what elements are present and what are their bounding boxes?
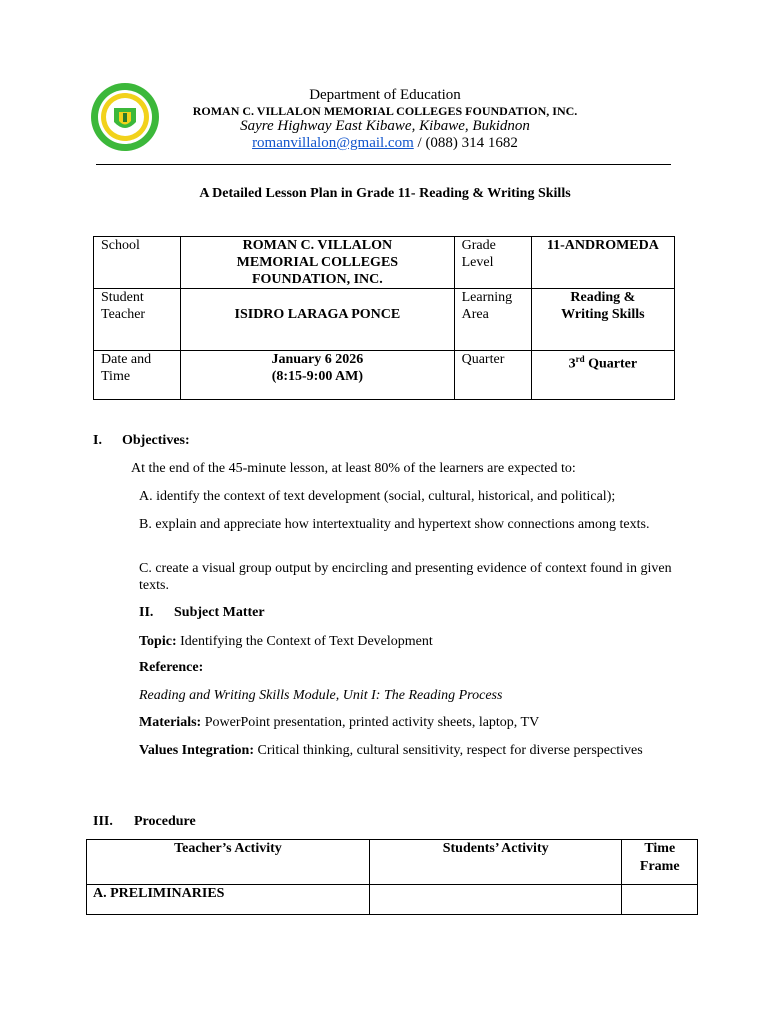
time-frame-header: [622, 840, 698, 885]
date-label-cell: [94, 351, 181, 400]
area-value-line: Writing Skills: [561, 307, 645, 322]
phone-separator: /: [413, 135, 426, 151]
section-title: Objectives:: [122, 433, 190, 448]
column-header-label: Frame: [639, 859, 680, 874]
area-label-cell: [454, 289, 531, 351]
values-label: Values Integration:: [139, 743, 254, 758]
table-row: [94, 289, 675, 351]
section-number: II.: [139, 605, 154, 620]
objective-b: B. explain and appreciate how intertextuality and hypertext show connections among texts.: [139, 517, 650, 532]
contact-line: [100, 135, 670, 152]
area-label-line: Area: [461, 307, 489, 322]
phone-number: (088) 314 1682: [425, 135, 518, 151]
time-value-line: (8:15-9:00 AM): [271, 369, 364, 384]
date-label-line: Date and: [101, 352, 152, 367]
school-label: School: [101, 238, 140, 253]
section-number: III.: [93, 814, 113, 829]
area-value-cell: [531, 289, 674, 351]
lesson-plan-title: A Detailed Lesson Plan in Grade 11- Reading & Writing Skills: [199, 186, 571, 201]
table-header-row: [87, 840, 698, 885]
school-value-cell: [181, 237, 454, 289]
table-row: [94, 351, 675, 400]
grade-value: 11-ANDROMEDA: [546, 238, 659, 253]
teacher-label-line: Student: [101, 290, 144, 305]
section-title: Procedure: [134, 814, 196, 829]
date-value-line: January 6 2026: [271, 352, 364, 367]
school-value-line: MEMORIAL COLLEGES: [236, 255, 399, 270]
values-value: Critical thinking, cultural sensitivity, respect for diverse perspectives: [254, 743, 643, 758]
table-row: [87, 885, 698, 915]
quarter-value-cell: [531, 351, 674, 400]
topic-value: Identifying the Context of Text Development: [176, 634, 433, 649]
section-title: Subject Matter: [174, 605, 265, 620]
grade-label-line: Level: [461, 255, 494, 270]
quarter-label-cell: [454, 351, 531, 400]
table-row: [94, 237, 675, 289]
objectives-heading: [93, 433, 190, 449]
grade-label-cell: [454, 237, 531, 289]
quarter-word: Quarter: [584, 356, 638, 372]
empty-cell: [369, 885, 622, 915]
date-value-cell: [181, 351, 454, 400]
column-header-label: Students’ Activity: [442, 841, 549, 856]
topic-line: [139, 633, 433, 650]
area-value-line: Reading &: [570, 290, 636, 305]
teacher-activity-header: [87, 840, 370, 885]
teacher-label-line: Teacher: [101, 307, 146, 322]
school-name: ROMAN C. VILLALON MEMORIAL COLLEGES FOUNDATION, INC.: [192, 104, 578, 118]
quarter-number: 3: [568, 356, 576, 372]
procedure-table: [86, 839, 698, 915]
materials-label: Materials:: [139, 715, 202, 730]
topic-label: Topic:: [139, 634, 177, 649]
column-header-label: Teacher’s Activity: [174, 841, 282, 856]
department-name: Department of Education: [309, 87, 461, 103]
section-number: I.: [93, 433, 102, 448]
students-activity-header: [369, 840, 622, 885]
objective-a: A. identify the context of text development (social, cultural, historical, and political);: [139, 489, 616, 504]
objective-c: C. create a visual group output by encircling and presenting evidence of context found in given texts.: [139, 561, 672, 593]
teacher-value-cell: [181, 289, 454, 351]
school-value-line: FOUNDATION, INC.: [251, 272, 383, 287]
subject-matter-heading: [139, 605, 265, 621]
grade-value-cell: [531, 237, 674, 289]
objectives-intro: At the end of the 45-minute lesson, at least 80% of the learners are expected to:: [131, 461, 576, 476]
values-integration-line: [139, 742, 659, 759]
grade-label-line: Grade: [461, 238, 496, 253]
column-header-label: Time: [644, 841, 676, 856]
reference-label: Reference:: [139, 660, 204, 675]
area-label-line: Learning: [461, 290, 513, 305]
quarter-suffix: rd: [575, 354, 585, 364]
lesson-info-table: [93, 236, 675, 400]
preliminaries-cell: [87, 885, 370, 915]
quarter-label: Quarter: [461, 352, 505, 367]
row-label: A. PRELIMINARIES: [93, 886, 225, 901]
school-label-cell: [94, 237, 181, 289]
school-value-line: ROMAN C. VILLALON: [242, 238, 393, 253]
materials-line: [139, 714, 539, 731]
header-divider: [96, 164, 671, 165]
empty-cell: [622, 885, 698, 915]
school-address: Sayre Highway East Kibawe, Kibawe, Bukidnon: [240, 118, 530, 134]
procedure-heading: [93, 814, 196, 830]
teacher-label-cell: [94, 289, 181, 351]
reference-value: Reading and Writing Skills Module, Unit I: The Reading Process: [139, 688, 503, 703]
date-label-line: Time: [101, 369, 131, 384]
email-link[interactable]: romanvillalon@gmail.com: [252, 135, 414, 151]
teacher-value: ISIDRO LARAGA PONCE: [234, 307, 401, 322]
materials-value: PowerPoint presentation, printed activity sheets, laptop, TV: [201, 715, 540, 730]
